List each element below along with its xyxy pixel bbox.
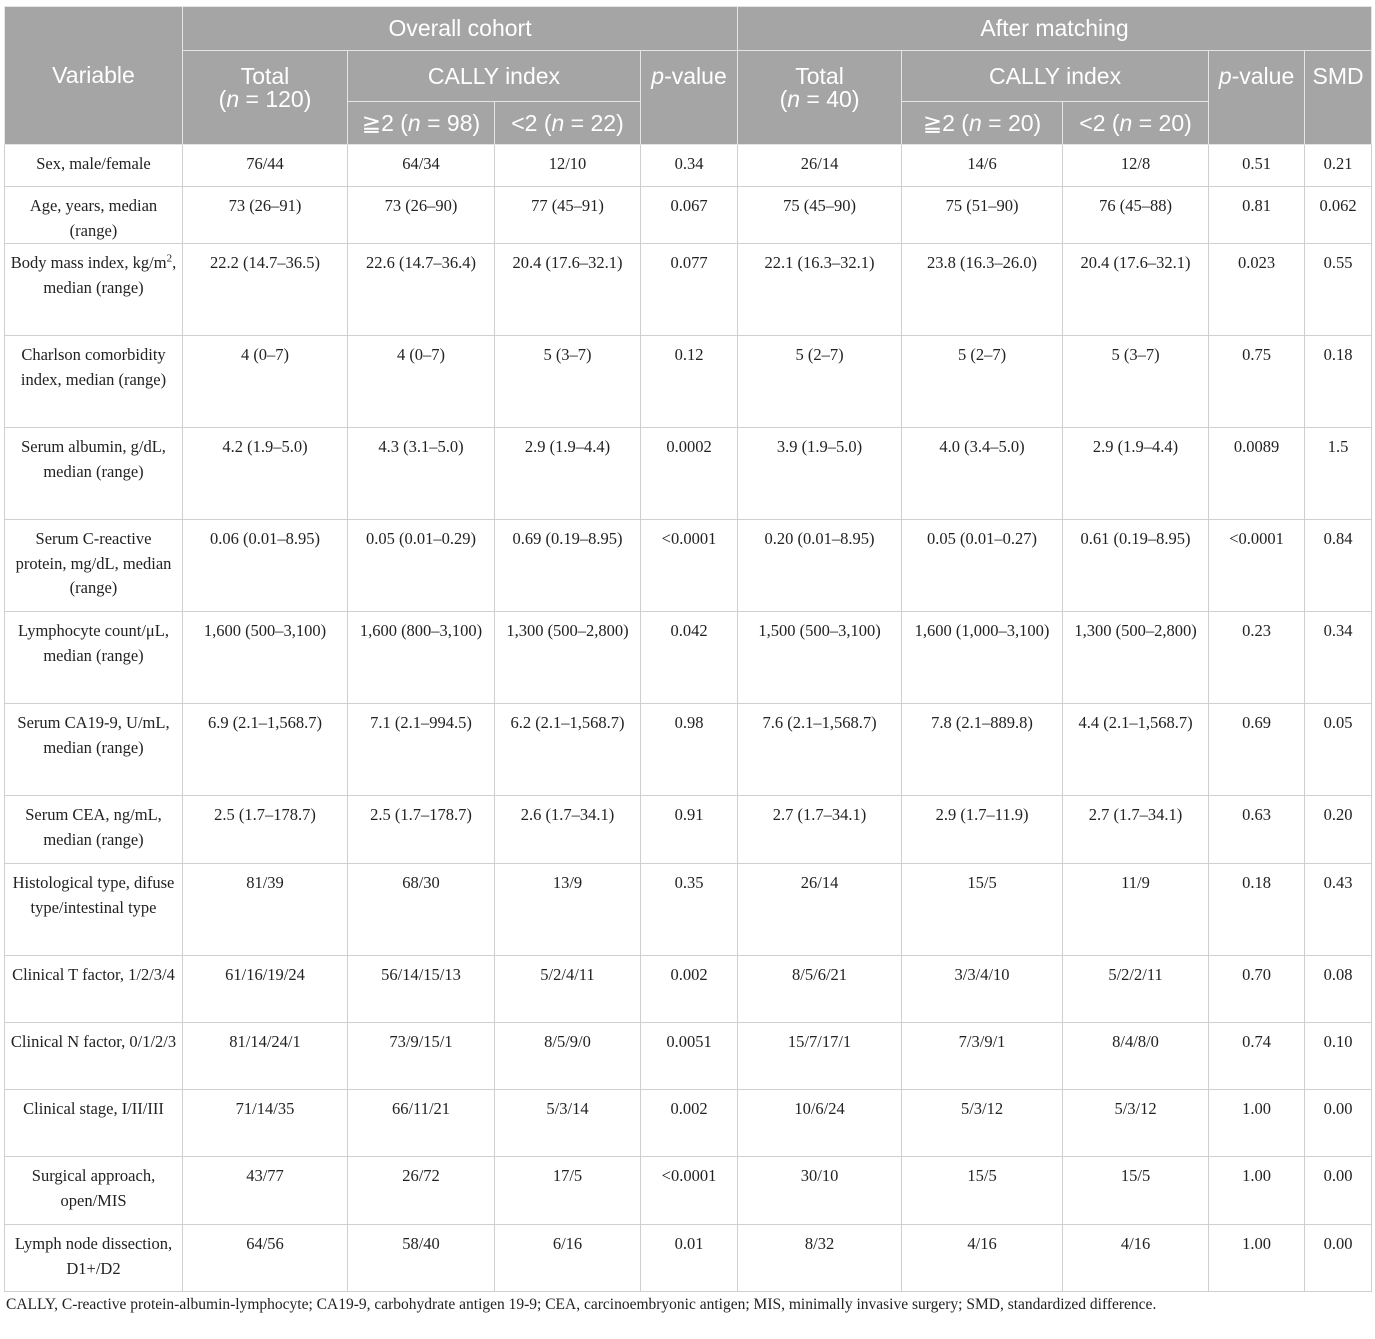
cell-matched-p-value: 0.74 [1209, 1023, 1305, 1090]
cell-p-value: 0.002 [641, 1090, 738, 1157]
header-p-value-overall [641, 51, 738, 145]
table-row [5, 1023, 1372, 1090]
cell-smd: 0.05 [1305, 704, 1372, 796]
header-total-matched-n: (n = 40) [779, 86, 860, 112]
cell-total: 73 (26–91) [183, 187, 348, 244]
n-italic: n [407, 109, 421, 136]
cell-matched-lt2: 20.4 (17.6–32.1) [1063, 244, 1209, 336]
cell-variable: Serum CEA, ng/mL, median (range) [5, 796, 183, 864]
cell-matched-lt2: 1,300 (500–2,800) [1063, 612, 1209, 704]
cell-matched-p-value: 0.70 [1209, 956, 1305, 1023]
cell-smd: 0.062 [1305, 187, 1372, 244]
table-row [5, 244, 1372, 336]
cell-matched-ge2: 1,600 (1,000–3,100) [902, 612, 1063, 704]
table-figure [4, 6, 1371, 1314]
cell-p-value: 0.98 [641, 704, 738, 796]
header-total-matched-label: Total [795, 63, 844, 89]
table-row [5, 704, 1372, 796]
cell-matched-p-value: 1.00 [1209, 1157, 1305, 1225]
header-cally-overall: CALLY index [348, 51, 641, 102]
cell-total: 64/56 [183, 1225, 348, 1292]
table-row [5, 956, 1372, 1023]
characteristics-table [4, 6, 1372, 1292]
cell-matched-ge2: 4.0 (3.4–5.0) [902, 428, 1063, 520]
header-total-matched [738, 51, 902, 145]
cell-p-value: 0.35 [641, 864, 738, 956]
cell-matched-p-value: 1.00 [1209, 1225, 1305, 1292]
cell-cally-ge2: 26/72 [348, 1157, 495, 1225]
cell-matched-lt2: 8/4/8/0 [1063, 1023, 1209, 1090]
cell-smd: 1.5 [1305, 428, 1372, 520]
p-rest: -value [1231, 63, 1295, 89]
cell-p-value: 0.91 [641, 796, 738, 864]
cell-cally-ge2: 73 (26–90) [348, 187, 495, 244]
cell-p-value: <0.0001 [641, 520, 738, 612]
cell-total: 2.5 (1.7–178.7) [183, 796, 348, 864]
cell-variable: Histological type, difuse type/intestinal type [5, 864, 183, 956]
cell-cally-lt2: 2.9 (1.9–4.4) [495, 428, 641, 520]
header-after-matching: After matching [738, 7, 1372, 51]
table-row [5, 1225, 1372, 1292]
cell-variable: Sex, male/female [5, 145, 183, 187]
cell-p-value: 0.0002 [641, 428, 738, 520]
cell-matched-ge2: 7.8 (2.1–889.8) [902, 704, 1063, 796]
cell-smd: 0.00 [1305, 1090, 1372, 1157]
header-p-value-matched [1209, 51, 1305, 145]
n-italic: n [1119, 109, 1133, 136]
cell-variable: Serum C-reactive protein, mg/dL, median (range) [5, 520, 183, 612]
cell-total: 4 (0–7) [183, 336, 348, 428]
cell-matched-lt2: 4.4 (2.1–1,568.7) [1063, 704, 1209, 796]
cell-variable: Clinical T factor, 1/2/3/4 [5, 956, 183, 1023]
header-variable: Variable [5, 7, 183, 145]
cell-cally-lt2: 5/3/14 [495, 1090, 641, 1157]
cell-cally-lt2: 6/16 [495, 1225, 641, 1292]
table-row [5, 145, 1372, 187]
cell-matched-p-value: 1.00 [1209, 1090, 1305, 1157]
cell-matched-p-value: <0.0001 [1209, 520, 1305, 612]
cell-variable: Surgical approach, open/MIS [5, 1157, 183, 1225]
cell-smd: 0.84 [1305, 520, 1372, 612]
cell-matched-total: 22.1 (16.3–32.1) [738, 244, 902, 336]
cell-matched-total: 15/7/17/1 [738, 1023, 902, 1090]
cell-matched-ge2: 23.8 (16.3–26.0) [902, 244, 1063, 336]
cell-total: 43/77 [183, 1157, 348, 1225]
cell-total: 6.9 (2.1–1,568.7) [183, 704, 348, 796]
cell-smd: 0.34 [1305, 612, 1372, 704]
cell-cally-lt2: 20.4 (17.6–32.1) [495, 244, 641, 336]
cell-cally-lt2: 12/10 [495, 145, 641, 187]
cell-cally-ge2: 73/9/15/1 [348, 1023, 495, 1090]
cell-matched-lt2: 5 (3–7) [1063, 336, 1209, 428]
table-row [5, 612, 1372, 704]
header-ge2-matched: ≧2 (n = 20) [902, 102, 1063, 145]
n-italic: n [226, 86, 240, 112]
cell-matched-lt2: 2.7 (1.7–34.1) [1063, 796, 1209, 864]
cell-cally-lt2: 6.2 (2.1–1,568.7) [495, 704, 641, 796]
cell-matched-ge2: 75 (51–90) [902, 187, 1063, 244]
cell-cally-lt2: 77 (45–91) [495, 187, 641, 244]
cell-variable: Age, years, median (range) [5, 187, 183, 244]
cell-p-value: 0.34 [641, 145, 738, 187]
cell-matched-total: 1,500 (500–3,100) [738, 612, 902, 704]
cell-matched-total: 8/5/6/21 [738, 956, 902, 1023]
cell-matched-p-value: 0.23 [1209, 612, 1305, 704]
cell-matched-ge2: 0.05 (0.01–0.27) [902, 520, 1063, 612]
cell-matched-p-value: 0.63 [1209, 796, 1305, 864]
table-row [5, 428, 1372, 520]
table-header [5, 7, 1372, 145]
header-cally-matched: CALLY index [902, 51, 1209, 102]
cell-cally-ge2: 58/40 [348, 1225, 495, 1292]
cell-matched-ge2: 14/6 [902, 145, 1063, 187]
cell-p-value: 0.067 [641, 187, 738, 244]
cell-variable: Lymph node dissection, D1+/D2 [5, 1225, 183, 1292]
cell-variable: Lymphocyte count/μL, median (range) [5, 612, 183, 704]
cell-variable: Clinical stage, I/II/III [5, 1090, 183, 1157]
cell-p-value: <0.0001 [641, 1157, 738, 1225]
cell-matched-lt2: 76 (45–88) [1063, 187, 1209, 244]
cell-matched-lt2: 0.61 (0.19–8.95) [1063, 520, 1209, 612]
cell-cally-lt2: 8/5/9/0 [495, 1023, 641, 1090]
cell-cally-lt2: 5/2/4/11 [495, 956, 641, 1023]
cell-matched-total: 3.9 (1.9–5.0) [738, 428, 902, 520]
cell-matched-ge2: 5 (2–7) [902, 336, 1063, 428]
cell-total: 61/16/19/24 [183, 956, 348, 1023]
cell-matched-lt2: 15/5 [1063, 1157, 1209, 1225]
p-italic: p [1218, 63, 1232, 89]
cell-smd: 0.10 [1305, 1023, 1372, 1090]
cell-matched-total: 26/14 [738, 145, 902, 187]
cell-matched-total: 30/10 [738, 1157, 902, 1225]
cell-variable: Serum CA19-9, U/mL, median (range) [5, 704, 183, 796]
cell-matched-ge2: 3/3/4/10 [902, 956, 1063, 1023]
cell-matched-total: 2.7 (1.7–34.1) [738, 796, 902, 864]
cell-matched-ge2: 4/16 [902, 1225, 1063, 1292]
cell-p-value: 0.077 [641, 244, 738, 336]
cell-cally-ge2: 1,600 (800–3,100) [348, 612, 495, 704]
cell-smd: 0.18 [1305, 336, 1372, 428]
cell-matched-ge2: 5/3/12 [902, 1090, 1063, 1157]
cell-p-value: 0.12 [641, 336, 738, 428]
cell-matched-total: 10/6/24 [738, 1090, 902, 1157]
cell-matched-lt2: 12/8 [1063, 145, 1209, 187]
cell-variable: Charlson comorbidity index, median (range) [5, 336, 183, 428]
header-overall-cohort: Overall cohort [183, 7, 738, 51]
p-italic: p [651, 63, 665, 89]
cell-p-value: 0.042 [641, 612, 738, 704]
header-ge2-overall: ≧2 (n = 98) [348, 102, 495, 145]
cell-cally-ge2: 4.3 (3.1–5.0) [348, 428, 495, 520]
table-row [5, 864, 1372, 956]
cell-matched-ge2: 7/3/9/1 [902, 1023, 1063, 1090]
table-row [5, 1090, 1372, 1157]
cell-matched-ge2: 15/5 [902, 864, 1063, 956]
n-italic: n [551, 109, 565, 136]
cell-cally-ge2: 7.1 (2.1–994.5) [348, 704, 495, 796]
cell-matched-total: 75 (45–90) [738, 187, 902, 244]
cell-cally-ge2: 64/34 [348, 145, 495, 187]
cell-cally-lt2: 5 (3–7) [495, 336, 641, 428]
cell-total: 0.06 (0.01–8.95) [183, 520, 348, 612]
cell-cally-ge2: 4 (0–7) [348, 336, 495, 428]
cell-matched-p-value: 0.75 [1209, 336, 1305, 428]
cell-total: 81/14/24/1 [183, 1023, 348, 1090]
cell-cally-lt2: 2.6 (1.7–34.1) [495, 796, 641, 864]
cell-matched-total: 5 (2–7) [738, 336, 902, 428]
cell-total: 4.2 (1.9–5.0) [183, 428, 348, 520]
cell-total: 22.2 (14.7–36.5) [183, 244, 348, 336]
cell-matched-p-value: 0.023 [1209, 244, 1305, 336]
footnote: CALLY, C-reactive protein-albumin-lymphocyte; CA19-9, carbohydrate antigen 19-9; CEA, carcinoembryonic antigen; MIS, minimally invasive surgery; SMD, standardized difference. [6, 1296, 1157, 1313]
cell-cally-lt2: 0.69 (0.19–8.95) [495, 520, 641, 612]
cell-cally-ge2: 0.05 (0.01–0.29) [348, 520, 495, 612]
cell-smd: 0.08 [1305, 956, 1372, 1023]
cell-matched-lt2: 11/9 [1063, 864, 1209, 956]
table-row [5, 520, 1372, 612]
table-row [5, 336, 1372, 428]
header-lt2-overall: <2 (n = 22) [495, 102, 641, 145]
cell-matched-ge2: 2.9 (1.7–11.9) [902, 796, 1063, 864]
cell-matched-lt2: 5/2/2/11 [1063, 956, 1209, 1023]
cell-smd: 0.55 [1305, 244, 1372, 336]
cell-smd: 0.20 [1305, 796, 1372, 864]
cell-smd: 0.43 [1305, 864, 1372, 956]
table-body [5, 145, 1372, 1292]
header-smd: SMD [1305, 51, 1372, 145]
cell-variable: Body mass index, $kg/m^2$, median (range) [5, 244, 183, 336]
header-total-overall [183, 51, 348, 145]
cell-cally-lt2: 13/9 [495, 864, 641, 956]
cell-matched-lt2: 2.9 (1.9–4.4) [1063, 428, 1209, 520]
cell-smd: 0.00 [1305, 1225, 1372, 1292]
cell-cally-ge2: 68/30 [348, 864, 495, 956]
cell-total: 81/39 [183, 864, 348, 956]
cell-p-value: 0.01 [641, 1225, 738, 1292]
cell-cally-ge2: 2.5 (1.7–178.7) [348, 796, 495, 864]
cell-matched-total: 7.6 (2.1–1,568.7) [738, 704, 902, 796]
cell-total: 71/14/35 [183, 1090, 348, 1157]
header-lt2-matched: <2 (n = 20) [1063, 102, 1209, 145]
table-row [5, 796, 1372, 864]
superscript: 2 [166, 252, 173, 265]
cell-p-value: 0.0051 [641, 1023, 738, 1090]
n-italic: n [787, 86, 801, 112]
cell-matched-lt2: 4/16 [1063, 1225, 1209, 1292]
cell-matched-total: 8/32 [738, 1225, 902, 1292]
cell-cally-ge2: 22.6 (14.7–36.4) [348, 244, 495, 336]
cell-cally-lt2: 17/5 [495, 1157, 641, 1225]
cell-p-value: 0.002 [641, 956, 738, 1023]
cell-matched-lt2: 5/3/12 [1063, 1090, 1209, 1157]
cell-total: 1,600 (500–3,100) [183, 612, 348, 704]
cell-matched-p-value: 0.51 [1209, 145, 1305, 187]
cell-matched-ge2: 15/5 [902, 1157, 1063, 1225]
table-row [5, 187, 1372, 244]
cell-smd: 0.21 [1305, 145, 1372, 187]
cell-cally-lt2: 1,300 (500–2,800) [495, 612, 641, 704]
cell-total: 76/44 [183, 145, 348, 187]
cell-matched-p-value: 0.18 [1209, 864, 1305, 956]
n-italic: n [968, 109, 982, 136]
cell-matched-p-value: 0.69 [1209, 704, 1305, 796]
cell-variable: Clinical N factor, 0/1/2/3 [5, 1023, 183, 1090]
cell-smd: 0.00 [1305, 1157, 1372, 1225]
cell-cally-ge2: 56/14/15/13 [348, 956, 495, 1023]
table-row [5, 1157, 1372, 1225]
cell-cally-ge2: 66/11/21 [348, 1090, 495, 1157]
cell-matched-p-value: 0.81 [1209, 187, 1305, 244]
cell-matched-p-value: 0.0089 [1209, 428, 1305, 520]
cell-matched-total: 26/14 [738, 864, 902, 956]
p-rest: -value [664, 63, 727, 89]
cell-matched-total: 0.20 (0.01–8.95) [738, 520, 902, 612]
header-total-overall-n: (n = 120) [218, 86, 312, 112]
cell-variable: Serum albumin, g/dL, median (range) [5, 428, 183, 520]
header-total-overall-label: Total [240, 63, 290, 89]
